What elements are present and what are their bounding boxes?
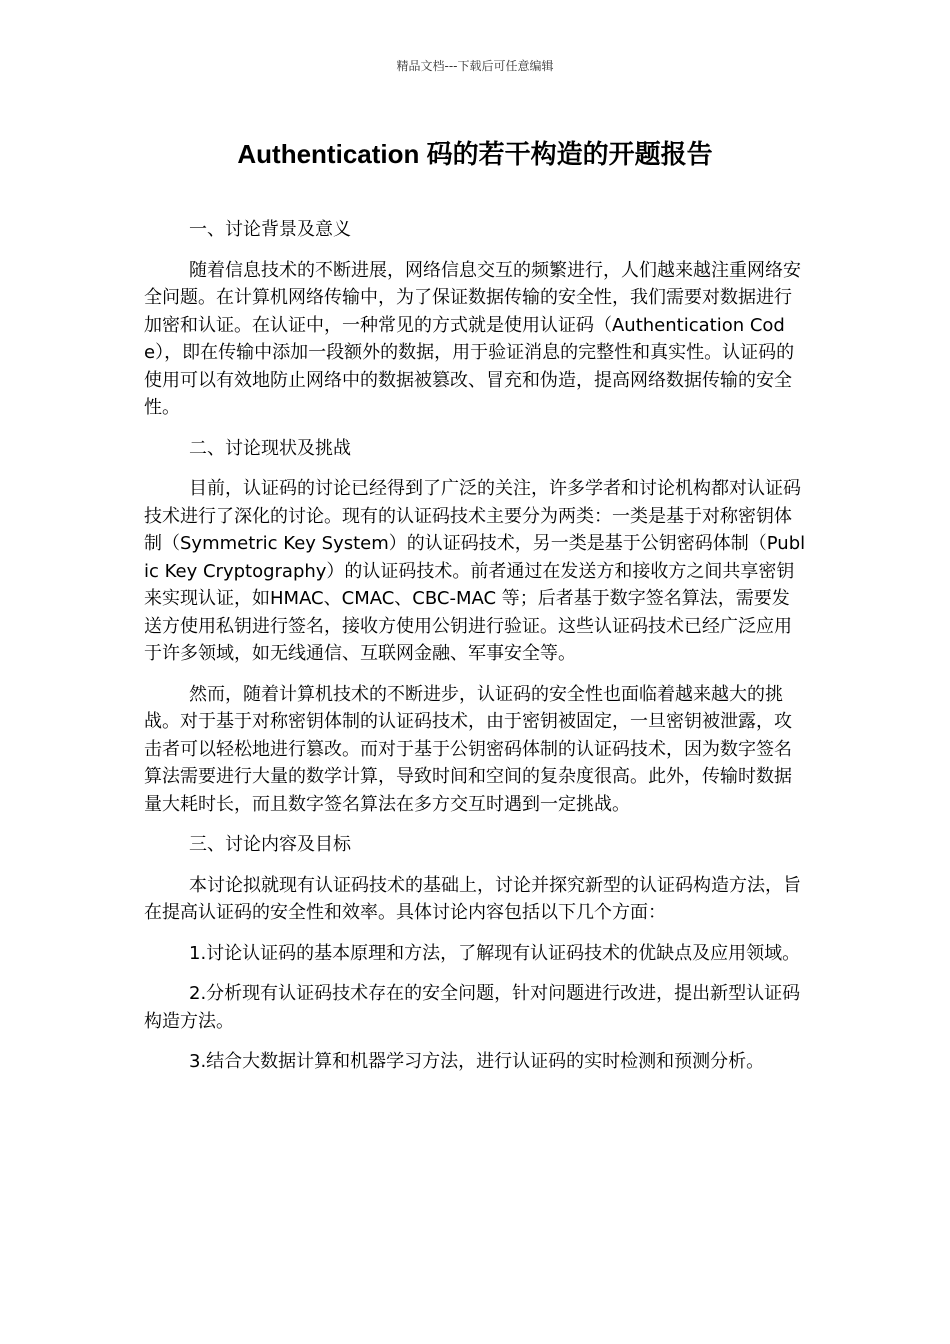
- paragraph: 然而，随着计算机技术的不断进步，认证码的安全性也面临着越来越大的挑战。对于基于对称密钥体制的认证码技术，由于密钥被固定，一旦密钥被泄露，攻击者可以轻松地进行篡改。而对于基于公钥密码体制的认证码技术，因为数字签名算法需要进行大量的数学计算，导致时间和空间的复杂度很高。此外，传输时数据量大耗时长，而且数字签名算法在多方交互时遇到一定挑战。: [144, 683, 792, 815]
- list-item: 3.结合大数据计算和机器学习方法，进行认证码的实时检测和预测分析。: [189, 1051, 765, 1072]
- list-item: 2.分析现有认证码技术存在的安全问题，针对问题进行改进，提出新型认证码构造方法。: [144, 983, 801, 1032]
- document-body: [144, 216, 806, 1089]
- section-heading: 三、讨论内容及目标: [189, 834, 351, 855]
- paragraph: 目前，认证码的讨论已经得到了广泛的关注，许多学者和讨论机构都对认证码技术进行了深化的讨论。现有的认证码技术主要分为两类：一类是基于对称密钥体制（Symmetric Key System）的认证码技术，另一类是基于公钥密码体制（Public Key Cryptography）的认证码技术。前者通过在发送方和接收方之间共享密钥来实现认证，如HMAC、CMAC、CBC-MAC 等；后者基于数字签名算法，需要发送方使用私钥进行签名，接收方使用公钥进行验证。这些认证码技术已经广泛应用于许多领域，如无线通信、互联网金融、军事安全等。: [144, 478, 806, 664]
- section-heading: 二、讨论现状及挑战: [189, 437, 351, 459]
- list-item: 1.讨论认证码的基本原理和方法，了解现有认证码技术的优缺点及应用领域。: [189, 942, 801, 964]
- page-header-note: 精品文档---下载后可任意编辑: [396, 59, 554, 73]
- paragraph: 随着信息技术的不断进展，网络信息交互的频繁进行，人们越来越注重网络安全问题。在计算机网络传输中，为了保证数据传输的安全性，我们需要对数据进行加密和认证。在认证中，一种常见的方式就是使用认证码（Authentication Code），即在传输中添加一段额外的数据，用于验证消息的完整性和真实性。认证码的使用可以有效地防止网络中的数据被篡改、冒充和伪造，提高网络数据传输的安全性。: [144, 259, 801, 418]
- section-heading: 一、讨论背景及意义: [189, 219, 351, 240]
- paragraph: 本讨论拟就现有认证码技术的基础上，讨论并探究新型的认证码构造方法，旨在提高认证码的安全性和效率。具体讨论内容包括以下几个方面：: [144, 874, 801, 923]
- document-title: Authentication 码的若干构造的开题报告: [237, 139, 713, 169]
